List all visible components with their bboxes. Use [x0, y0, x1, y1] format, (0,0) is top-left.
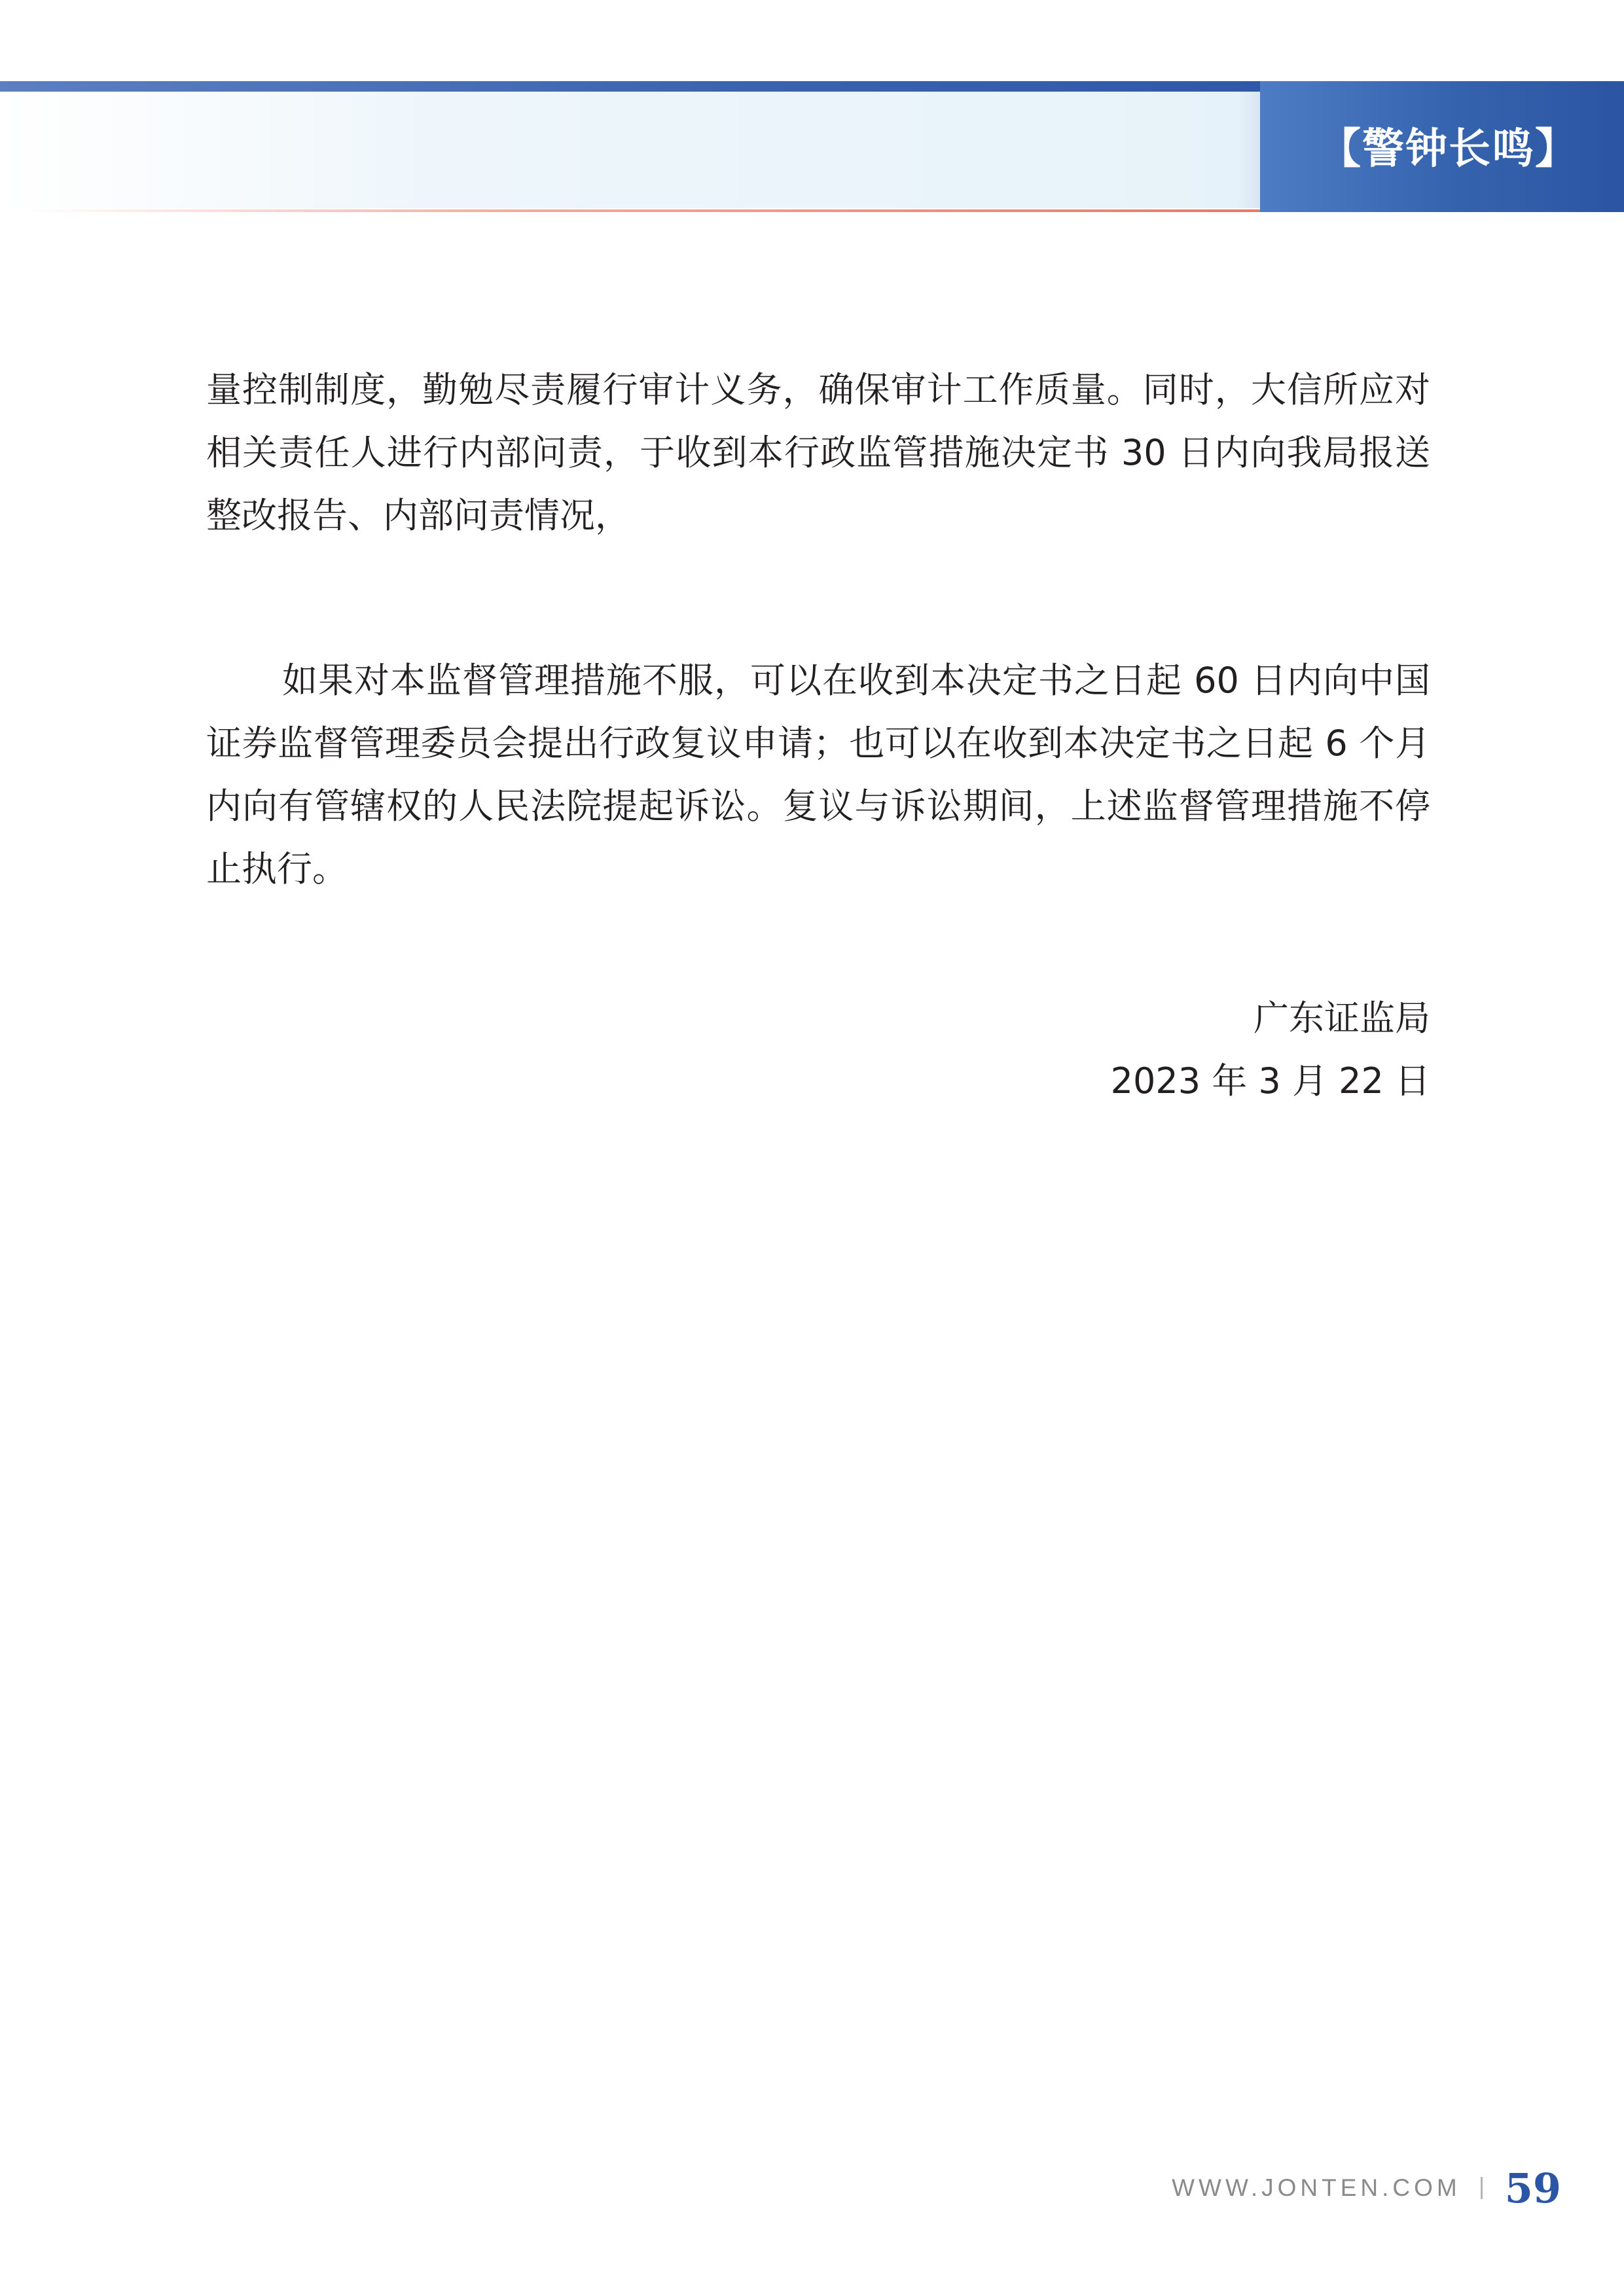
header-band [0, 92, 1260, 208]
paragraph-spacer [206, 547, 1430, 649]
paragraph-appeal-rights: 如果对本监督管理措施不服，可以在收到本决定书之日起 60 日内向中国证券监督管理委员会提出行政复议申请；也可以在收到本决定书之日起 6 个月内向有管辖权的人民法院提起诉讼。复议与诉讼期间，上述监督管理措施不停止执行。 [206, 660, 1430, 889]
section-tab-label: 【警钟长鸣】 [1319, 124, 1578, 173]
page-footer [1172, 2165, 1561, 2211]
page-number: 59 [1504, 2164, 1561, 2212]
section-tab [1260, 81, 1624, 212]
header-accent-line [26, 209, 1260, 212]
header-top-stripe [0, 81, 1260, 92]
paragraph-rectification: 量控制制度，勤勉尽责履行审计义务，确保审计工作质量。同时，大信所应对相关责任人进行内部问责，于收到本行政监管措施决定书 30 日内向我局报送整改报告、内部问责情况， [206, 369, 1430, 536]
footer-divider [1481, 2177, 1483, 2199]
document-body [206, 359, 1430, 901]
issue-date: 2023 年 3 月 22 日 [1110, 1060, 1430, 1102]
footer-website: WWW.JONTEN.COM [1172, 2174, 1461, 2201]
issuer-name: 广东证监局 [1254, 997, 1430, 1039]
header-band-shadow [1237, 92, 1260, 208]
signature-block [1111, 987, 1430, 1113]
